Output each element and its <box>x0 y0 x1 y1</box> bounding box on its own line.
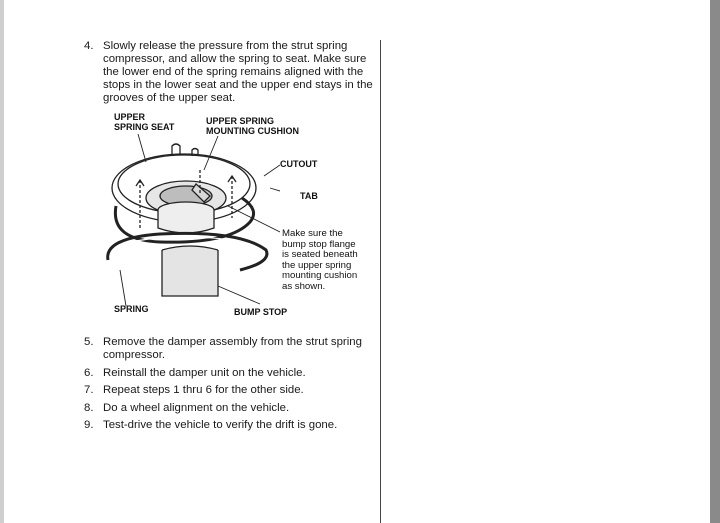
step-number: 7. <box>84 384 94 396</box>
step-number: 5. <box>84 336 94 348</box>
step-text: Remove the damper assembly from the strut spring compressor. <box>103 336 362 361</box>
step-text: Reinstall the damper unit on the vehicle. <box>103 367 306 379</box>
step-number: 4. <box>84 40 94 52</box>
step-text: Do a wheel alignment on the vehicle. <box>103 402 290 414</box>
damper-body <box>162 250 218 296</box>
label-cutout: CUTOUT <box>280 159 318 169</box>
label-bump-stop: BUMP STOP <box>234 307 288 317</box>
step-number: 8. <box>84 402 94 414</box>
strut-assembly-figure <box>100 110 280 310</box>
bump-stop-note: Make sure the bump stop flange is seated beneath the upper spring mounting cushion as shown. <box>282 228 358 292</box>
label-tab: TAB <box>300 191 318 201</box>
step-text: Repeat steps 1 thru 6 for the other side. <box>103 384 304 396</box>
label-upper-spring-mounting-cushion: UPPER SPRING MOUNTING CUSHION <box>206 116 299 136</box>
step-number: 6. <box>84 367 94 379</box>
step-text: Test-drive the vehicle to verify the drift is gone. <box>103 419 338 431</box>
step-number: 9. <box>84 419 94 431</box>
label-spring: SPRING <box>114 304 149 314</box>
step-text: Slowly release the pressure from the strut spring compressor, and allow the spring to seat. Make sure the lower end of the spring remains aligned with the stops in the lower seat and the upper end stays in the grooves of the upper seat. <box>103 40 373 104</box>
viewer-frame-right <box>710 0 720 523</box>
bump-stop-body <box>158 210 214 233</box>
label-upper-spring-seat: UPPER SPRING SEAT <box>114 112 175 132</box>
